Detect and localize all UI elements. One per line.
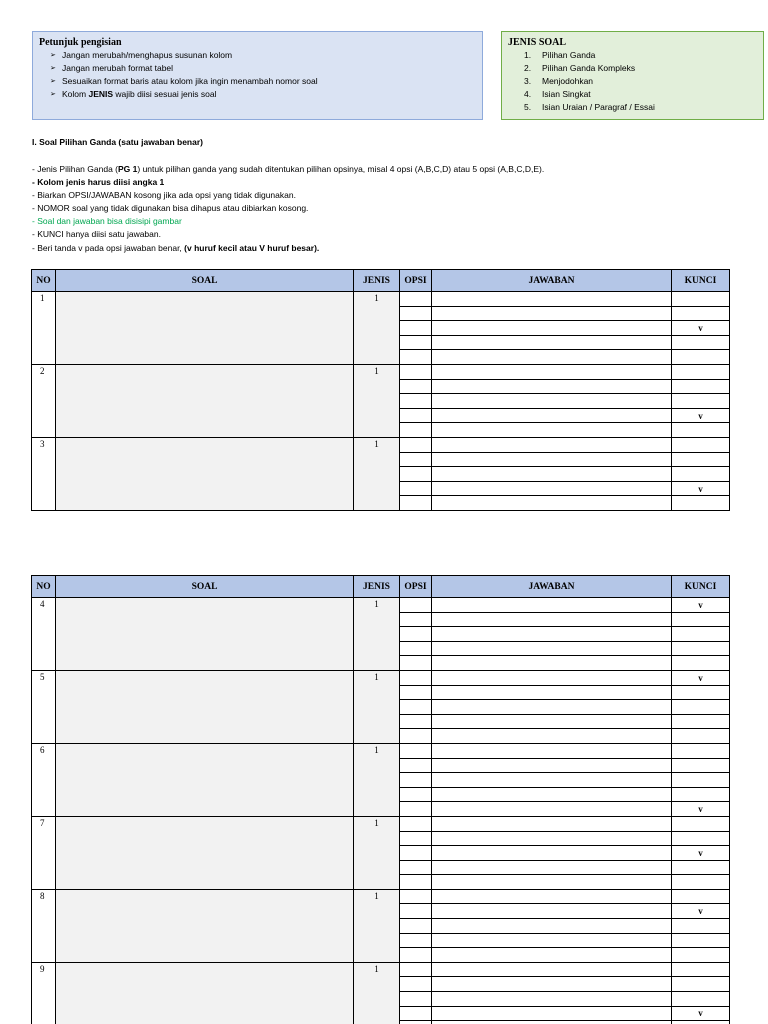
instruction-item: [39, 62, 482, 75]
header-jawaban: JAWABAN: [432, 270, 672, 292]
arrow-bullet-icon: ➢: [50, 65, 56, 72]
answer-cell[interactable]: [432, 292, 672, 307]
key-cell[interactable]: [672, 364, 730, 379]
arrow-bullet-icon: ➢: [50, 78, 56, 85]
option-cell[interactable]: [400, 670, 432, 685]
answer-cell[interactable]: [432, 685, 672, 700]
note-text: ) untuk pilihan ganda yang sudah ditentukan pilihan opsinya, misal 4 opsi (A,B,C,D) atau 5 opsi (A,B,C,D,E).: [137, 164, 545, 174]
option-cell[interactable]: [400, 948, 432, 963]
instruction-text: wajib diisi sesuai jenis soal: [113, 89, 217, 99]
table-row: [32, 364, 730, 379]
key-cell[interactable]: [672, 816, 730, 831]
header-opsi: OPSI: [400, 270, 432, 292]
key-cell[interactable]: [672, 743, 730, 758]
key-cell[interactable]: [672, 641, 730, 656]
answer-cell[interactable]: [432, 467, 672, 482]
header-soal: SOAL: [56, 576, 354, 598]
key-cell[interactable]: [672, 379, 730, 394]
question-text-cell[interactable]: [56, 437, 354, 510]
key-cell[interactable]: [672, 350, 730, 365]
note-text-bold: PG 1: [118, 164, 138, 174]
note-line: [32, 215, 544, 228]
answer-cell[interactable]: [432, 875, 672, 890]
question-type-item: [508, 88, 763, 101]
option-cell[interactable]: [400, 816, 432, 831]
answer-cell[interactable]: [432, 889, 672, 904]
header-jawaban: JAWABAN: [432, 576, 672, 598]
option-cell[interactable]: [400, 758, 432, 773]
key-cell[interactable]: [672, 962, 730, 977]
answer-cell[interactable]: [432, 598, 672, 613]
note-line: [32, 163, 544, 176]
option-cell[interactable]: [400, 627, 432, 642]
answer-cell[interactable]: [432, 641, 672, 656]
note-text: - Biarkan OPSI/JAWABAN kosong jika ada opsi yang tidak digunakan.: [32, 190, 296, 201]
question-type-cell[interactable]: 1: [354, 364, 400, 437]
option-cell[interactable]: [400, 875, 432, 890]
header-opsi: OPSI: [400, 576, 432, 598]
instruction-text-bold: JENIS: [88, 89, 114, 99]
answer-cell[interactable]: [432, 714, 672, 729]
answer-cell[interactable]: [432, 773, 672, 788]
key-cell[interactable]: [672, 831, 730, 846]
question-text-cell[interactable]: [56, 816, 354, 889]
option-cell[interactable]: [400, 729, 432, 744]
note-line: [32, 202, 544, 215]
option-cell[interactable]: [400, 335, 432, 350]
arrow-bullet-icon: ➢: [50, 91, 56, 98]
question-types-box: [501, 31, 764, 120]
table-row: [32, 292, 730, 307]
answer-cell[interactable]: [432, 423, 672, 438]
table-row: [32, 743, 730, 758]
option-cell[interactable]: [400, 860, 432, 875]
answer-cell[interactable]: [432, 977, 672, 992]
instructions-title: Petunjuk pengisian: [39, 37, 122, 48]
option-cell[interactable]: [400, 992, 432, 1007]
table-header-row: [32, 270, 730, 292]
question-type-item: [508, 75, 763, 88]
question-table-2: [31, 575, 730, 1024]
note-text-bold: - Kolom jenis harus diisi angka 1: [32, 177, 165, 188]
key-cell[interactable]: v: [672, 904, 730, 919]
answer-cell[interactable]: [432, 481, 672, 496]
header-soal: SOAL: [56, 270, 354, 292]
question-number: 9: [32, 962, 56, 1024]
answer-cell[interactable]: [432, 758, 672, 773]
question-type-item: [508, 101, 763, 114]
answer-cell[interactable]: [432, 1006, 672, 1021]
note-line: [32, 176, 544, 189]
instructions-list: [39, 49, 482, 101]
answer-cell[interactable]: [432, 831, 672, 846]
answer-cell[interactable]: [432, 670, 672, 685]
question-text-cell[interactable]: [56, 670, 354, 743]
key-cell[interactable]: v: [672, 481, 730, 496]
question-type-item: [508, 62, 763, 75]
question-number: 7: [32, 816, 56, 889]
instruction-item: [39, 88, 482, 101]
question-number: 4: [32, 598, 56, 671]
key-cell[interactable]: [672, 860, 730, 875]
key-cell[interactable]: [672, 612, 730, 627]
key-cell[interactable]: [672, 292, 730, 307]
question-type-number: 5.: [524, 102, 532, 112]
answer-cell[interactable]: [432, 919, 672, 934]
table-header-row: [32, 576, 730, 598]
question-text-cell[interactable]: [56, 598, 354, 671]
answer-cell[interactable]: [432, 700, 672, 715]
option-cell[interactable]: [400, 641, 432, 656]
instruction-text: Kolom: [62, 89, 89, 99]
answer-cell[interactable]: [432, 335, 672, 350]
option-cell[interactable]: [400, 364, 432, 379]
answer-cell[interactable]: [432, 816, 672, 831]
key-cell[interactable]: [672, 496, 730, 511]
question-table-1: [31, 269, 730, 511]
answer-cell[interactable]: [432, 364, 672, 379]
option-cell[interactable]: [400, 423, 432, 438]
answer-cell[interactable]: [432, 452, 672, 467]
question-type-label: Isian Uraian / Paragraf / Essai: [542, 102, 655, 112]
key-cell[interactable]: v: [672, 1006, 730, 1021]
answer-cell[interactable]: [432, 846, 672, 861]
key-cell[interactable]: [672, 758, 730, 773]
key-cell[interactable]: [672, 656, 730, 671]
key-cell[interactable]: [672, 875, 730, 890]
table-row: [32, 889, 730, 904]
answer-cell[interactable]: [432, 394, 672, 409]
header-no: NO: [32, 576, 56, 598]
answer-cell[interactable]: [432, 321, 672, 336]
question-number: 8: [32, 889, 56, 962]
option-cell[interactable]: [400, 802, 432, 817]
option-cell[interactable]: [400, 773, 432, 788]
option-cell[interactable]: [400, 481, 432, 496]
answer-cell[interactable]: [432, 656, 672, 671]
option-cell[interactable]: [400, 919, 432, 934]
answer-cell[interactable]: [432, 933, 672, 948]
answer-cell[interactable]: [432, 306, 672, 321]
section-title: I. Soal Pilihan Ganda (satu jawaban benar): [32, 137, 203, 147]
header-kunci: KUNCI: [672, 270, 730, 292]
option-cell[interactable]: [400, 846, 432, 861]
question-type-label: Isian Singkat: [542, 89, 591, 99]
note-text: - NOMOR soal yang tidak digunakan bisa dihapus atau dibiarkan kosong.: [32, 203, 309, 214]
answer-cell[interactable]: [432, 802, 672, 817]
question-type-label: Pilihan Ganda Kompleks: [542, 63, 636, 73]
key-cell[interactable]: v: [672, 598, 730, 613]
key-cell[interactable]: [672, 933, 730, 948]
question-type-cell[interactable]: 1: [354, 889, 400, 962]
key-cell[interactable]: [672, 889, 730, 904]
option-cell[interactable]: [400, 743, 432, 758]
question-number: 6: [32, 743, 56, 816]
option-cell[interactable]: [400, 350, 432, 365]
key-cell[interactable]: [672, 685, 730, 700]
answer-cell[interactable]: [432, 729, 672, 744]
question-type-cell[interactable]: 1: [354, 962, 400, 1024]
note-text: - Soal dan jawaban bisa disisipi gambar: [32, 216, 182, 227]
key-cell[interactable]: [672, 714, 730, 729]
option-cell[interactable]: [400, 904, 432, 919]
answer-cell[interactable]: [432, 743, 672, 758]
answer-cell[interactable]: [432, 496, 672, 511]
instruction-text: Jangan merubah format tabel: [62, 63, 174, 73]
option-cell[interactable]: [400, 700, 432, 715]
option-cell[interactable]: [400, 496, 432, 511]
key-cell[interactable]: [672, 992, 730, 1007]
note-line: [32, 228, 544, 241]
option-cell[interactable]: [400, 787, 432, 802]
question-type-number: 2.: [524, 63, 532, 73]
key-cell[interactable]: [672, 919, 730, 934]
key-cell[interactable]: v: [672, 408, 730, 423]
key-cell[interactable]: v: [672, 670, 730, 685]
question-text-cell[interactable]: [56, 364, 354, 437]
question-type-label: Pilihan Ganda: [542, 50, 596, 60]
key-cell[interactable]: [672, 306, 730, 321]
note-text: - KUNCI hanya diisi satu jawaban.: [32, 229, 161, 240]
option-cell[interactable]: [400, 933, 432, 948]
question-type-cell[interactable]: 1: [354, 437, 400, 510]
note-text: - Beri tanda v pada opsi jawaban benar,: [32, 242, 185, 253]
question-types-list: [508, 49, 763, 114]
key-cell[interactable]: [672, 394, 730, 409]
key-cell[interactable]: [672, 627, 730, 642]
key-cell[interactable]: [672, 452, 730, 467]
key-cell[interactable]: [672, 773, 730, 788]
header-jenis: JENIS: [354, 270, 400, 292]
answer-cell[interactable]: [432, 379, 672, 394]
question-text-cell[interactable]: [56, 962, 354, 1024]
key-cell[interactable]: [672, 467, 730, 482]
question-number: 5: [32, 670, 56, 743]
table-row: [32, 962, 730, 977]
question-type-cell[interactable]: 1: [354, 292, 400, 365]
table-row: [32, 437, 730, 452]
question-type-number: 1.: [524, 50, 532, 60]
option-cell[interactable]: [400, 831, 432, 846]
answer-cell[interactable]: [432, 787, 672, 802]
answer-cell[interactable]: [432, 350, 672, 365]
answer-cell[interactable]: [432, 992, 672, 1007]
option-cell[interactable]: [400, 437, 432, 452]
option-cell[interactable]: [400, 379, 432, 394]
question-number: 3: [32, 437, 56, 510]
key-cell[interactable]: v: [672, 846, 730, 861]
option-cell[interactable]: [400, 452, 432, 467]
answer-cell[interactable]: [432, 627, 672, 642]
note-line: [32, 189, 544, 202]
option-cell[interactable]: [400, 306, 432, 321]
header-kunci: KUNCI: [672, 576, 730, 598]
key-cell[interactable]: v: [672, 321, 730, 336]
note-text-bold: (v huruf kecil atau V huruf besar).: [184, 242, 320, 253]
option-cell[interactable]: [400, 292, 432, 307]
option-cell[interactable]: [400, 714, 432, 729]
question-types-title: JENIS SOAL: [508, 37, 567, 48]
answer-cell[interactable]: [432, 962, 672, 977]
key-cell[interactable]: [672, 977, 730, 992]
key-cell[interactable]: v: [672, 802, 730, 817]
question-text-cell[interactable]: [56, 292, 354, 365]
key-cell[interactable]: [672, 948, 730, 963]
key-cell[interactable]: [672, 437, 730, 452]
instruction-text: Sesuaikan format baris atau kolom jika ingin menambah nomor soal: [62, 76, 318, 86]
option-cell[interactable]: [400, 408, 432, 423]
question-type-cell[interactable]: 1: [354, 598, 400, 671]
key-cell[interactable]: [672, 700, 730, 715]
header-jenis: JENIS: [354, 576, 400, 598]
key-cell[interactable]: [672, 335, 730, 350]
answer-cell[interactable]: [432, 408, 672, 423]
question-text-cell[interactable]: [56, 743, 354, 816]
option-cell[interactable]: [400, 889, 432, 904]
question-number: 1: [32, 292, 56, 365]
table-row: [32, 670, 730, 685]
instruction-text: Jangan merubah/menghapus susunan kolom: [62, 50, 233, 60]
instruction-item: [39, 75, 482, 88]
table-row: [32, 816, 730, 831]
question-type-cell[interactable]: 1: [354, 816, 400, 889]
option-cell[interactable]: [400, 321, 432, 336]
answer-cell[interactable]: [432, 948, 672, 963]
option-cell[interactable]: [400, 467, 432, 482]
key-cell[interactable]: [672, 423, 730, 438]
option-cell[interactable]: [400, 612, 432, 627]
option-cell[interactable]: [400, 1006, 432, 1021]
key-cell[interactable]: [672, 787, 730, 802]
option-cell[interactable]: [400, 656, 432, 671]
answer-cell[interactable]: [432, 904, 672, 919]
question-type-item: [508, 49, 763, 62]
arrow-bullet-icon: ➢: [50, 52, 56, 59]
question-type-cell[interactable]: 1: [354, 670, 400, 743]
answer-cell[interactable]: [432, 612, 672, 627]
table-row: [32, 598, 730, 613]
question-text-cell[interactable]: [56, 889, 354, 962]
answer-cell[interactable]: [432, 860, 672, 875]
question-type-label: Menjodohkan: [542, 76, 594, 86]
header-no: NO: [32, 270, 56, 292]
note-line: [32, 242, 544, 255]
answer-cell[interactable]: [432, 437, 672, 452]
option-cell[interactable]: [400, 685, 432, 700]
note-text: - Jenis Pilihan Ganda (: [32, 164, 118, 174]
instruction-item: [39, 49, 482, 62]
question-type-cell[interactable]: 1: [354, 743, 400, 816]
option-cell[interactable]: [400, 962, 432, 977]
question-type-number: 4.: [524, 89, 532, 99]
option-cell[interactable]: [400, 598, 432, 613]
key-cell[interactable]: [672, 729, 730, 744]
notes-block: [32, 163, 544, 255]
question-number: 2: [32, 364, 56, 437]
instructions-box: [32, 31, 483, 120]
option-cell[interactable]: [400, 977, 432, 992]
question-type-number: 3.: [524, 76, 532, 86]
option-cell[interactable]: [400, 394, 432, 409]
